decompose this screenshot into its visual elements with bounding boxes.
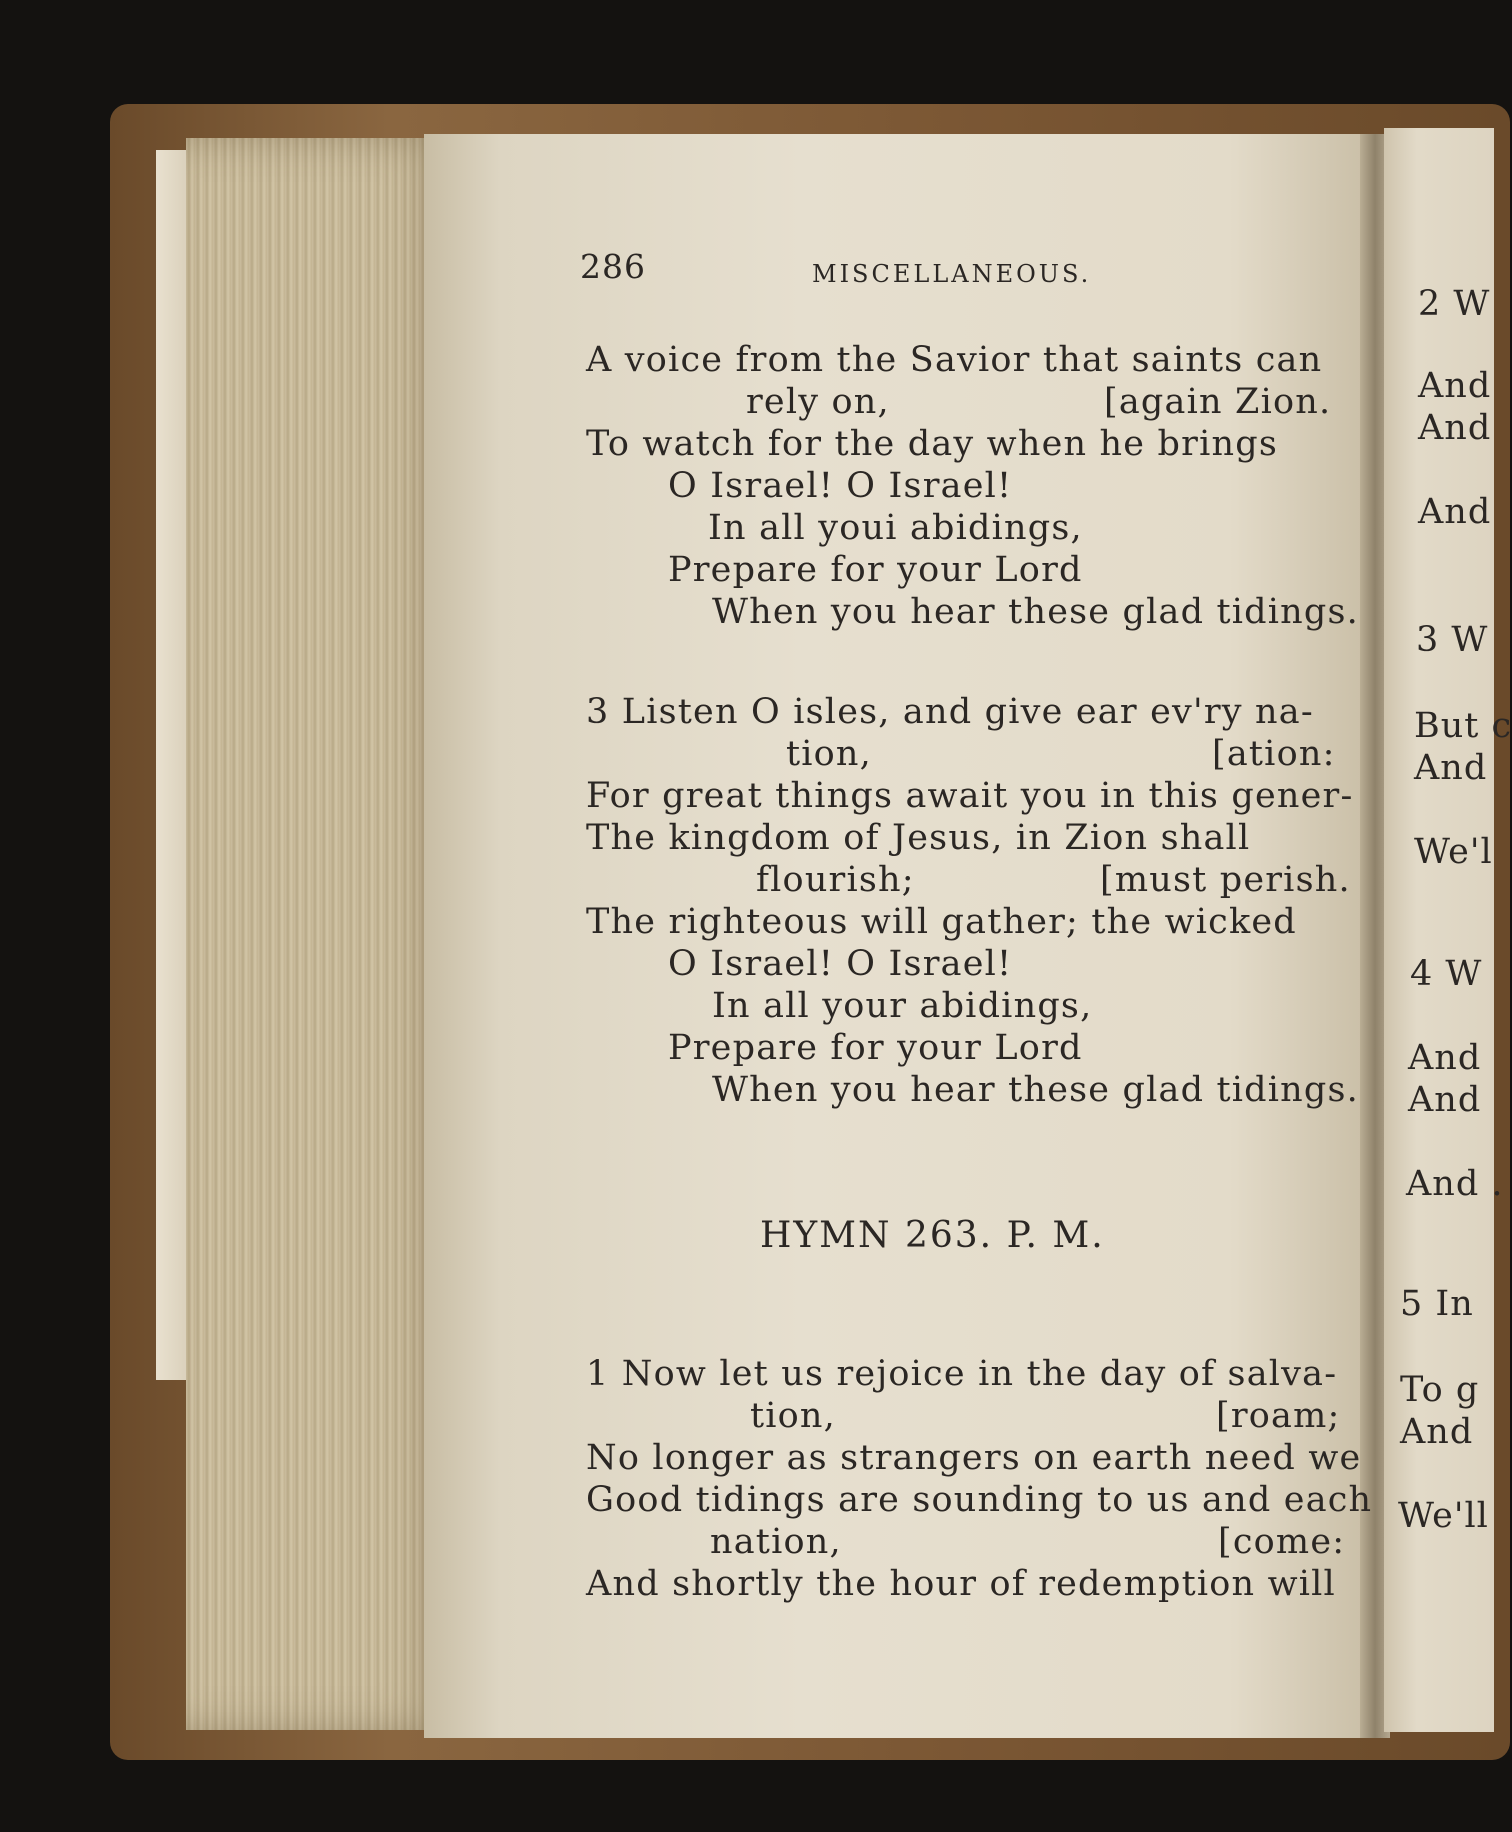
verse-line: tion, (750, 1396, 836, 1436)
flyleaf (156, 150, 190, 1380)
hymn-title: HYMN 263. P. M. (760, 1215, 1105, 1256)
verse-line: nation, (710, 1522, 842, 1562)
verse-line: Good tidings are sounding to us and each (586, 1480, 1373, 1520)
right-fragment: And (1418, 408, 1492, 448)
verse-line: flourish; (756, 860, 915, 900)
verse-line: Prepare for your Lord (668, 550, 1083, 590)
right-fragment: And (1408, 1038, 1482, 1078)
verse-line: The kingdom of Jesus, in Zion shall (586, 818, 1251, 858)
right-fragment: But c (1414, 706, 1512, 746)
right-fragment: And (1418, 492, 1492, 532)
verse-line: A voice from the Savior that saints can (586, 340, 1323, 380)
verse-line: For great things await you in this gener- (586, 776, 1354, 816)
verse-line: [must perish. (1100, 860, 1351, 900)
verse-line: Prepare for your Lord (668, 1028, 1083, 1068)
right-fragment: And . (1406, 1164, 1504, 1204)
right-fragment: And (1418, 366, 1492, 406)
verse-line: rely on, (746, 382, 890, 422)
right-fragment: And (1408, 1080, 1482, 1120)
right-fragment: And (1414, 748, 1488, 788)
verse-line: [ation: (1212, 734, 1336, 774)
right-fragment: And (1400, 1412, 1474, 1452)
verse-line: O Israel! O Israel! (668, 944, 1013, 984)
verse-line: When you hear these glad tidings. (712, 592, 1359, 632)
verse-line: To watch for the day when he brings (586, 424, 1278, 464)
verse-line: No longer as strangers on earth need we (586, 1438, 1362, 1478)
right-fragment: 3 W (1416, 620, 1489, 660)
verse-line: [roam; (1216, 1396, 1341, 1436)
running-head: MISCELLANEOUS. (812, 260, 1092, 288)
verse-line: In all your abidings, (712, 986, 1093, 1026)
right-fragment: We'l (1414, 832, 1493, 872)
verse-line: 1 Now let us rejoice in the day of salva- (586, 1354, 1338, 1394)
right-fragment: We'll (1398, 1496, 1489, 1536)
verse-line: O Israel! O Israel! (668, 466, 1013, 506)
right-fragment: To g (1400, 1370, 1480, 1410)
verse-line: And shortly the hour of redemption will (586, 1564, 1336, 1604)
right-fragment: 5 In (1400, 1284, 1474, 1324)
page-number: 286 (580, 247, 646, 286)
verse-line: tion, (786, 734, 872, 774)
verse-line: When you hear these glad tidings. (712, 1070, 1359, 1110)
verse-line: In all youi abidings, (708, 508, 1083, 548)
verse-line: The righteous will gather; the wicked (586, 902, 1297, 942)
verse-line: [again Zion. (1104, 382, 1332, 422)
verse-line: 3 Listen O isles, and give ear ev'ry na- (586, 692, 1314, 732)
verse-line: [come: (1218, 1522, 1346, 1562)
right-fragment: 4 W (1410, 954, 1483, 994)
page-edges (186, 138, 456, 1730)
right-fragment: 2 W (1418, 284, 1491, 324)
